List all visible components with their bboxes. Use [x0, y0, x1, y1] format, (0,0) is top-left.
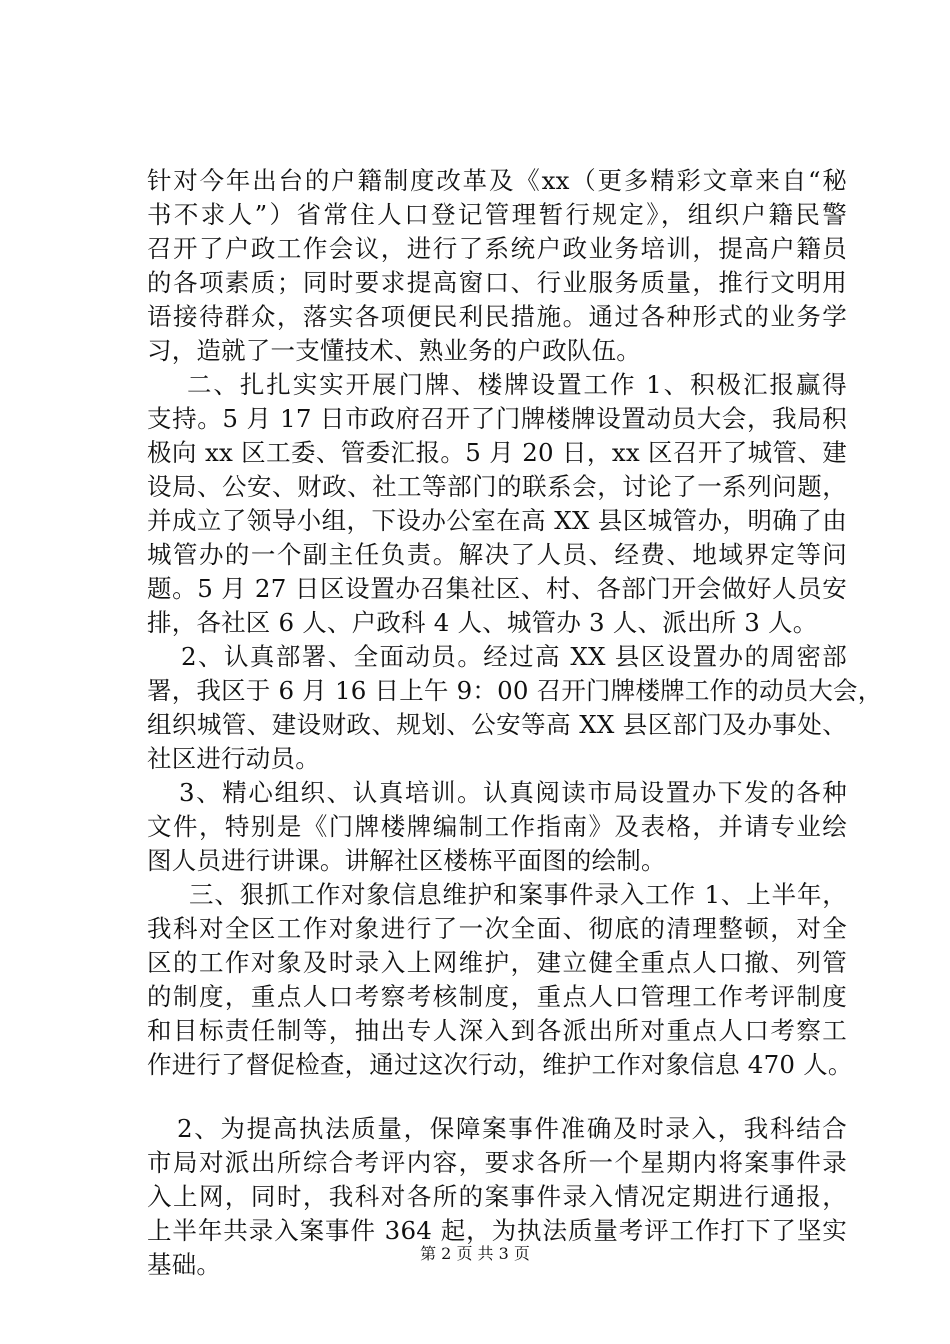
text-line: 的各项素质；同时要求提高窗口、行业服务质量，推行文明用	[147, 268, 847, 297]
text-line: 书不求人”）省常住人口登记管理暂行规定》，组织户籍民警	[147, 200, 847, 229]
text-line: 的制度，重点人口考察考核制度，重点人口管理工作考评制度	[147, 982, 847, 1011]
text-line: 语接待群众，落实各项便民利民措施。通过各种形式的业务学	[147, 302, 847, 331]
text-line: 城管办的一个副主任负责。解决了人员、经费、地域界定等问	[147, 540, 847, 569]
paragraph	[147, 878, 853, 1082]
text-line: 题。5 月 27 日区设置办召集社区、村、各部门开会做好人员安	[147, 574, 847, 603]
text-line: 区的工作对象及时录入上网维护，建立健全重点人口撤、列管	[147, 948, 847, 977]
text-line: 入上网，同时，我科对各所的案事件录入情况定期进行通报，	[147, 1182, 847, 1211]
text-line: 针对今年出台的户籍制度改革及《xx（更多精彩文章来自“秘	[147, 166, 847, 195]
text-line: 3、精心组织、认真培训。认真阅读市局设置办下发的各种	[179, 778, 847, 807]
paragraph	[147, 368, 847, 640]
text-line: 图人员进行讲课。讲解社区楼栋平面图的绘制。	[147, 846, 666, 875]
text-line: 市局对派出所综合考评内容，要求各所一个星期内将案事件录	[147, 1148, 847, 1177]
text-line: 并成立了领导小组，下设办公室在高 XX 县区城管办，明确了由	[147, 506, 847, 535]
text-line: 社区进行动员。	[147, 744, 320, 773]
text-line: 排，各社区 6 人、户政科 4 人、城管办 3 人、派出所 3 人。	[147, 608, 818, 637]
text-line: 2、认真部署、全面动员。经过高 XX 县区设置办的周密部	[181, 642, 847, 671]
text-line: 文件，特别是《门牌楼牌编制工作指南》及表格，并请专业绘	[147, 812, 847, 841]
paragraph	[147, 164, 847, 368]
text-line: 我科对全区工作对象进行了一次全面、彻底的清理整顿，对全	[147, 914, 847, 943]
text-line: 组织城管、建设财政、规划、公安等高 XX 县区部门及办事处、	[147, 710, 847, 739]
text-line: 召开了户政工作会议，进行了系统户政业务培训，提高户籍员	[147, 234, 847, 263]
text-line: 习，造就了一支懂技术、熟业务的户政队伍。	[147, 336, 641, 365]
text-line: 署，我区于 6 月 16 日上午 9：00 召开门牌楼牌工作的动员大会，	[147, 676, 883, 705]
text-line: 支持。5 月 17 日市政府召开了门牌楼牌设置动员大会，我局积	[147, 404, 847, 433]
text-line: 2、为提高执法质量，保障案事件准确及时录入，我科结合	[177, 1114, 847, 1143]
paragraph	[147, 776, 847, 878]
text-line: 上半年共录入案事件 364 起，为执法质量考评工作打下了坚实	[147, 1216, 847, 1245]
text-line: 二、扎扎实实开展门牌、楼牌设置工作 1、积极汇报赢得	[187, 370, 847, 399]
text-line: 作进行了督促检查，通过这次行动，维护工作对象信息 470 人。	[147, 1050, 853, 1079]
text-line: 和目标责任制等，抽出专人深入到各派出所对重点人口考察工	[147, 1016, 847, 1045]
paragraph	[147, 640, 883, 776]
text-line: 极向 xx 区工委、管委汇报。5 月 20 日，xx 区召开了城管、建	[147, 438, 847, 467]
text-line: 设局、公安、财政、社工等部门的联系会，讨论了一系列问题，	[147, 472, 847, 501]
text-line: 三、狠抓工作对象信息维护和案事件录入工作 1、上半年，	[189, 880, 847, 909]
text-line: 基础。	[147, 1250, 222, 1279]
page-footer: 第 2 页 共 3 页	[420, 1244, 530, 1263]
document-body	[147, 164, 883, 1282]
paragraph-gap	[147, 1082, 847, 1112]
